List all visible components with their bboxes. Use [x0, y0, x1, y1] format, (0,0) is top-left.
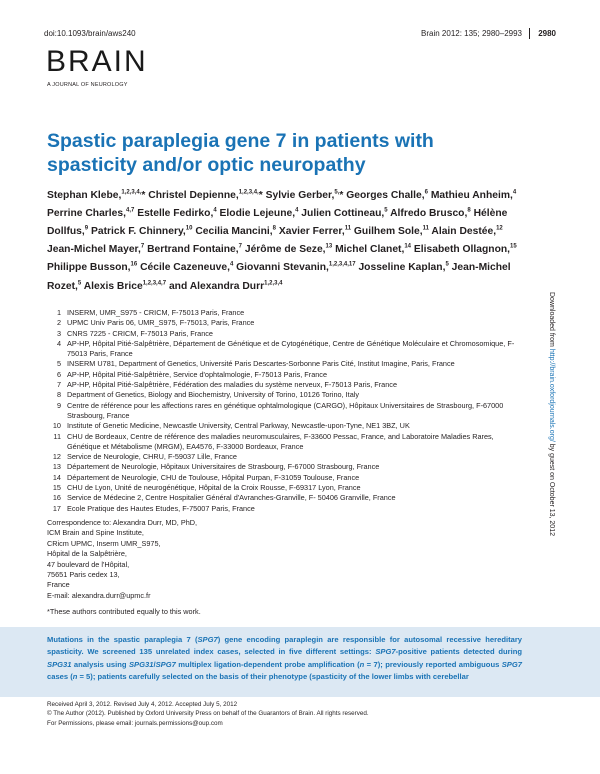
author — [91, 226, 193, 237]
affiliation — [47, 452, 522, 462]
affiliation — [47, 390, 522, 400]
affiliation-number: 3 — [56, 328, 61, 338]
doi: doi:10.1093/brain/aws240 — [44, 29, 136, 38]
author-affiliation-refs: 5 — [445, 262, 449, 269]
author-affiliation-refs: 11 — [422, 226, 429, 233]
affiliation-text: Institute of Genetic Medicine, Newcastle University, Central Parkway, Newcastle-upon-Tyne, NE1 3BZ, UK — [67, 421, 410, 431]
affiliation — [47, 483, 522, 493]
affiliation-text: CHU de Bordeaux, Centre de référence des maladies neuromusculaires, F-33600 Pessac, France, and Laboratoire Maladies Rares, Génétique et Métabolisme (MRGM), EA4576, F-33000 Bordeaux, France — [67, 431, 494, 451]
affiliation-number: 7 — [56, 380, 61, 390]
author-name: and Alexandra Durr — [168, 280, 265, 292]
author-affiliation-refs: 4 — [295, 208, 299, 215]
author-affiliation-refs: 1,2,3,4,7 — [142, 280, 167, 287]
equal-contribution-mark: * — [339, 190, 344, 202]
author — [148, 190, 262, 201]
download-prefix: Downloaded from — [548, 292, 555, 349]
author — [390, 208, 471, 219]
abstract-italic: n — [359, 659, 365, 669]
correspondence — [47, 518, 197, 601]
affiliation — [47, 329, 522, 339]
affiliation-text: CHU de Lyon, Unité de neurogénétique, Hôpital de la Croix Rousse, F-69317 Lyon, France — [67, 483, 361, 493]
affiliation-text: Service de Médecine 2, Centre Hospitalier Général d'Avranches-Granville, F- 50406 Granville, France — [67, 493, 396, 503]
affiliation-number: 17 — [52, 503, 61, 513]
author-name: Julien Cottineau, — [301, 208, 385, 220]
author-name: Bertrand Fontaine, — [147, 244, 239, 256]
author-name: Cécile Cazeneuve, — [140, 262, 230, 274]
footer-line: For Permissions, please email: journals.permissions@oup.com — [47, 719, 223, 727]
author-affiliation-refs: 1,2,3,4 — [264, 280, 283, 287]
affiliation-text: AP-HP, Hôpital Pitié-Salpêtrière, Département de Génétique et de Cytogénétique, Centre de Génétique Moléculaire et Chromosomique, F-75013 Paris, France — [67, 338, 515, 359]
author — [84, 281, 166, 292]
journal-logo: BRAIN — [46, 45, 148, 78]
correspondence-line: E-mail: alexandra.durr@upmc.fr — [47, 590, 151, 600]
affiliation-number: 11 — [53, 431, 61, 441]
abstract-italic: SPG7 — [155, 659, 176, 669]
affiliation-number: 5 — [56, 359, 61, 369]
citation: Brain 2012: 135; 2980–2993 — [421, 29, 522, 38]
affiliation-text: Ecole Pratique des Hautes Etudes, F-75007 Paris, France — [67, 503, 255, 513]
abstract-segment: Mutations in the spastic paraplegia 7 ( — [47, 635, 198, 644]
equal-contribution-note: *These authors contributed equally to this work. — [47, 607, 201, 616]
header-divider — [529, 28, 530, 39]
correspondence-line: Correspondence to: Alexandra Durr, MD, PhD, — [47, 518, 198, 527]
affiliation-number: 6 — [56, 369, 61, 379]
abstract-italic: SPG31 — [128, 659, 154, 669]
abstract-italic: SPG7 — [375, 647, 396, 657]
author — [137, 208, 216, 219]
affiliation-number: 1 — [56, 308, 61, 317]
affiliation-text: Service de Neurologie, CHRU, F-59037 Lille, France — [67, 452, 237, 462]
correspondence-line: 75651 Paris cedex 13, — [47, 570, 120, 580]
affiliation-number: 16 — [52, 493, 61, 503]
affiliation-number: 2 — [56, 318, 61, 328]
author-affiliation-refs: 4 — [512, 190, 517, 196]
author-affiliation-refs: 4 — [213, 208, 217, 215]
affiliation-number: 8 — [56, 390, 61, 400]
author-name: Elodie Lejeune, — [219, 208, 296, 220]
author-affiliation-refs: 7 — [140, 244, 145, 251]
author — [47, 190, 145, 201]
affiliation-number: 12 — [52, 452, 61, 462]
author — [354, 226, 429, 237]
author — [47, 244, 144, 255]
affiliation — [47, 380, 522, 390]
abstract-italic: SPG7 — [501, 659, 522, 669]
author-name: Estelle Fedirko, — [137, 208, 214, 220]
author-name: Cecilia Mancini, — [195, 226, 273, 238]
page-number: 2980 — [538, 29, 556, 38]
author-affiliation-refs: 1,2,3,4, — [238, 190, 259, 196]
author — [47, 208, 134, 219]
author — [266, 190, 344, 201]
affiliation-number: 9 — [56, 400, 61, 410]
author-affiliation-refs: 14 — [404, 244, 412, 251]
author — [195, 226, 276, 237]
affiliation — [47, 318, 522, 328]
affiliation-text: AP-HP, Hôpital Pitié-Salpêtrière, Fédération des maladies du système nerveux, F-75013 Paris, France — [67, 380, 398, 390]
abstract-italic: n — [72, 671, 78, 681]
affiliation-text: INSERM U781, Department of Genetics, Université Paris Descartes-Sorbonne Paris Cité, Institut Imagine, Paris, France — [67, 359, 455, 369]
author-affiliation-refs: 9 — [84, 226, 89, 233]
author — [431, 190, 516, 201]
author-affiliation-refs: 6 — [424, 190, 428, 196]
download-watermark — [548, 292, 555, 712]
abstract-box — [0, 627, 600, 697]
abstract-segment: multiplex ligation-dependent probe amplification ( — [175, 659, 360, 669]
affiliation-number: 15 — [52, 483, 61, 493]
author-affiliation-refs: 11 — [344, 226, 352, 233]
abstract-segment: -positive patients detected during — [395, 647, 523, 657]
affiliation-number: 10 — [52, 421, 61, 431]
author-affiliation-refs: 7 — [238, 244, 242, 251]
author-name: Michel Clanet, — [335, 244, 405, 256]
author-affiliation-refs: 8 — [272, 226, 276, 233]
affiliation-text: CNRS 7225 - CRICM, F-75013 Paris, France — [67, 328, 213, 338]
author — [335, 244, 411, 255]
author — [236, 262, 355, 273]
author-name: Stephan Klebe, — [47, 190, 122, 202]
affiliation-text: AP-HP, Hôpital Pitié-Salpêtrière, Service d'ophtalmologie, F-75013 Paris, France — [67, 369, 328, 379]
author-name: Jérôme de Seze, — [244, 244, 326, 256]
author-name: Hélène Dollfus, — [47, 208, 508, 238]
footer-line: Received April 3, 2012. Revised July 4, 2012. Accepted July 5, 2012 — [47, 701, 238, 708]
affiliation-number: 14 — [52, 472, 61, 482]
author-affiliation-refs: 5 — [384, 208, 388, 215]
author-affiliation-refs: 15 — [510, 244, 517, 251]
affiliation — [47, 432, 522, 453]
equal-contribution-mark: * — [258, 190, 263, 202]
author — [346, 190, 428, 201]
journal-subtitle: A JOURNAL OF NEUROLOGY — [47, 82, 128, 88]
author-affiliation-refs: 1,2,3,4,17 — [328, 262, 356, 269]
abstract-segment: = 5); patients carefully selected on the basis of their phenotype (spasticity of the lower limbs with cerebellar — [77, 671, 469, 681]
affiliation — [47, 370, 522, 380]
author — [245, 244, 332, 255]
correspondence-line: CRicm UPMC, Inserm UMR_S975, — [47, 538, 161, 548]
author — [140, 262, 233, 273]
author — [431, 226, 502, 237]
affiliation — [47, 493, 522, 503]
footer-line: © The Author (2012). Published by Oxford University Press on behalf of the Guarantors of Brain. All rights reserved. — [47, 710, 369, 718]
abstract-segment: ) gene encoding paraplegin are responsible for autosomal recessive hereditary spasticity. We screened 135 unrelated index cases, selected in five different settings: — [47, 635, 522, 657]
author-affiliation-refs: 5 — [77, 280, 82, 287]
author-name: Jean-Michel Rozet, — [47, 262, 511, 292]
author-name: Giovanni Stevanin, — [236, 262, 329, 274]
author-name: Georges Challe, — [346, 190, 425, 202]
correspondence-line: France — [47, 580, 70, 590]
author — [169, 281, 283, 292]
affiliation-text: INSERM, UMR_S975 - CRICM, F-75013 Paris, France — [67, 308, 245, 317]
author — [279, 226, 351, 237]
correspondence-line: ICM Brain and Spine Institute, — [47, 528, 144, 538]
author-name: Philippe Busson, — [47, 262, 131, 274]
abstract-text — [47, 634, 522, 683]
abstract-segment: = 7); previously reported ambiguous — [364, 659, 502, 669]
footer-notes — [47, 700, 369, 728]
equal-contribution-mark: * — [141, 190, 146, 202]
author — [147, 244, 242, 255]
affiliation — [47, 421, 522, 431]
abstract-italic: SPG31 — [47, 659, 72, 669]
author-affiliation-refs: 5, — [334, 190, 340, 196]
affiliation-list — [47, 308, 522, 514]
author-name: Josseline Kaplan, — [358, 262, 446, 274]
author-name: Christel Depienne, — [148, 190, 239, 202]
abstract-italic: SPG7 — [197, 635, 218, 644]
affiliation-number: 4 — [56, 338, 61, 348]
download-link[interactable]: http://brain.oxfordjournals.org/ — [548, 348, 555, 442]
author-affiliation-refs: 8 — [467, 208, 471, 215]
author-name: Mathieu Anheim, — [430, 190, 513, 202]
correspondence-line: Hôpital de la Salpêtrière, — [47, 549, 127, 559]
affiliation-text: UPMC Univ Paris 06, UMR_S975, F-75013, Paris, France — [67, 318, 255, 328]
affiliation — [47, 401, 522, 422]
affiliation — [47, 473, 522, 483]
download-suffix: by guest on October 13, 2012 — [548, 441, 555, 536]
abstract-segment: cases ( — [47, 671, 73, 681]
author-name: Xavier Ferrer, — [278, 226, 345, 238]
affiliation-text: Centre de référence pour les affections rares en génétique ophtalmologique (CARGO), Hôpitaux Universitaires de Strasbourg, F-67000 Strasbourg, France — [67, 400, 504, 420]
abstract-segment: analysis using — [71, 659, 129, 669]
author-name: Elisabeth Ollagnon, — [413, 244, 511, 256]
author-name: Guilhem Sole, — [353, 226, 423, 238]
affiliation-text: Department of Genetics, Biology and Biochemistry, University of Torino, 10126 Torino, Italy — [67, 390, 360, 400]
author-name: Alain Destée, — [431, 226, 497, 238]
affiliation — [47, 339, 522, 360]
author — [301, 208, 387, 219]
author-name: Jean-Michel Mayer, — [47, 244, 141, 256]
author-affiliation-refs: 4 — [229, 262, 234, 269]
affiliation-number: 13 — [52, 462, 61, 472]
author-affiliation-refs: 1,2,3,4, — [121, 190, 142, 196]
affiliation — [47, 462, 522, 472]
author-name: Alfredo Brusco, — [390, 208, 468, 220]
affiliation — [47, 504, 522, 514]
affiliation — [47, 308, 522, 318]
affiliation-text: Département de Neurologie, CHU de Toulouse, Hôpital Purpan, F-31059 Toulouse, France — [67, 472, 360, 482]
author — [47, 262, 137, 273]
author-name: Sylvie Gerber, — [265, 190, 335, 202]
affiliation-text: Département de Neurologie, Hôpitaux Universitaires de Strasbourg, F-67000 Strasbourg, France — [67, 462, 380, 472]
author-name: Patrick F. Chinnery, — [90, 226, 186, 238]
author — [220, 208, 299, 219]
author-affiliation-refs: 16 — [130, 262, 138, 269]
correspondence-line: 47 boulevard de l'Hôpital, — [47, 559, 130, 569]
author-name: Perrine Charles, — [47, 208, 126, 220]
author-affiliation-refs: 10 — [185, 226, 193, 233]
affiliation — [47, 359, 522, 369]
author — [358, 262, 448, 273]
author-name: Alexis Brice — [83, 280, 143, 292]
author-affiliation-refs: 13 — [325, 244, 333, 251]
author-affiliation-refs: 12 — [496, 226, 503, 233]
article-title: Spastic paraplegia gene 7 in patients with spasticity and/or optic neuropathy — [47, 130, 434, 176]
author — [414, 244, 517, 255]
author-affiliation-refs: 4,7 — [125, 208, 135, 215]
author-list — [47, 186, 517, 294]
abstract-segment: / — [153, 659, 156, 669]
running-header — [44, 29, 556, 41]
